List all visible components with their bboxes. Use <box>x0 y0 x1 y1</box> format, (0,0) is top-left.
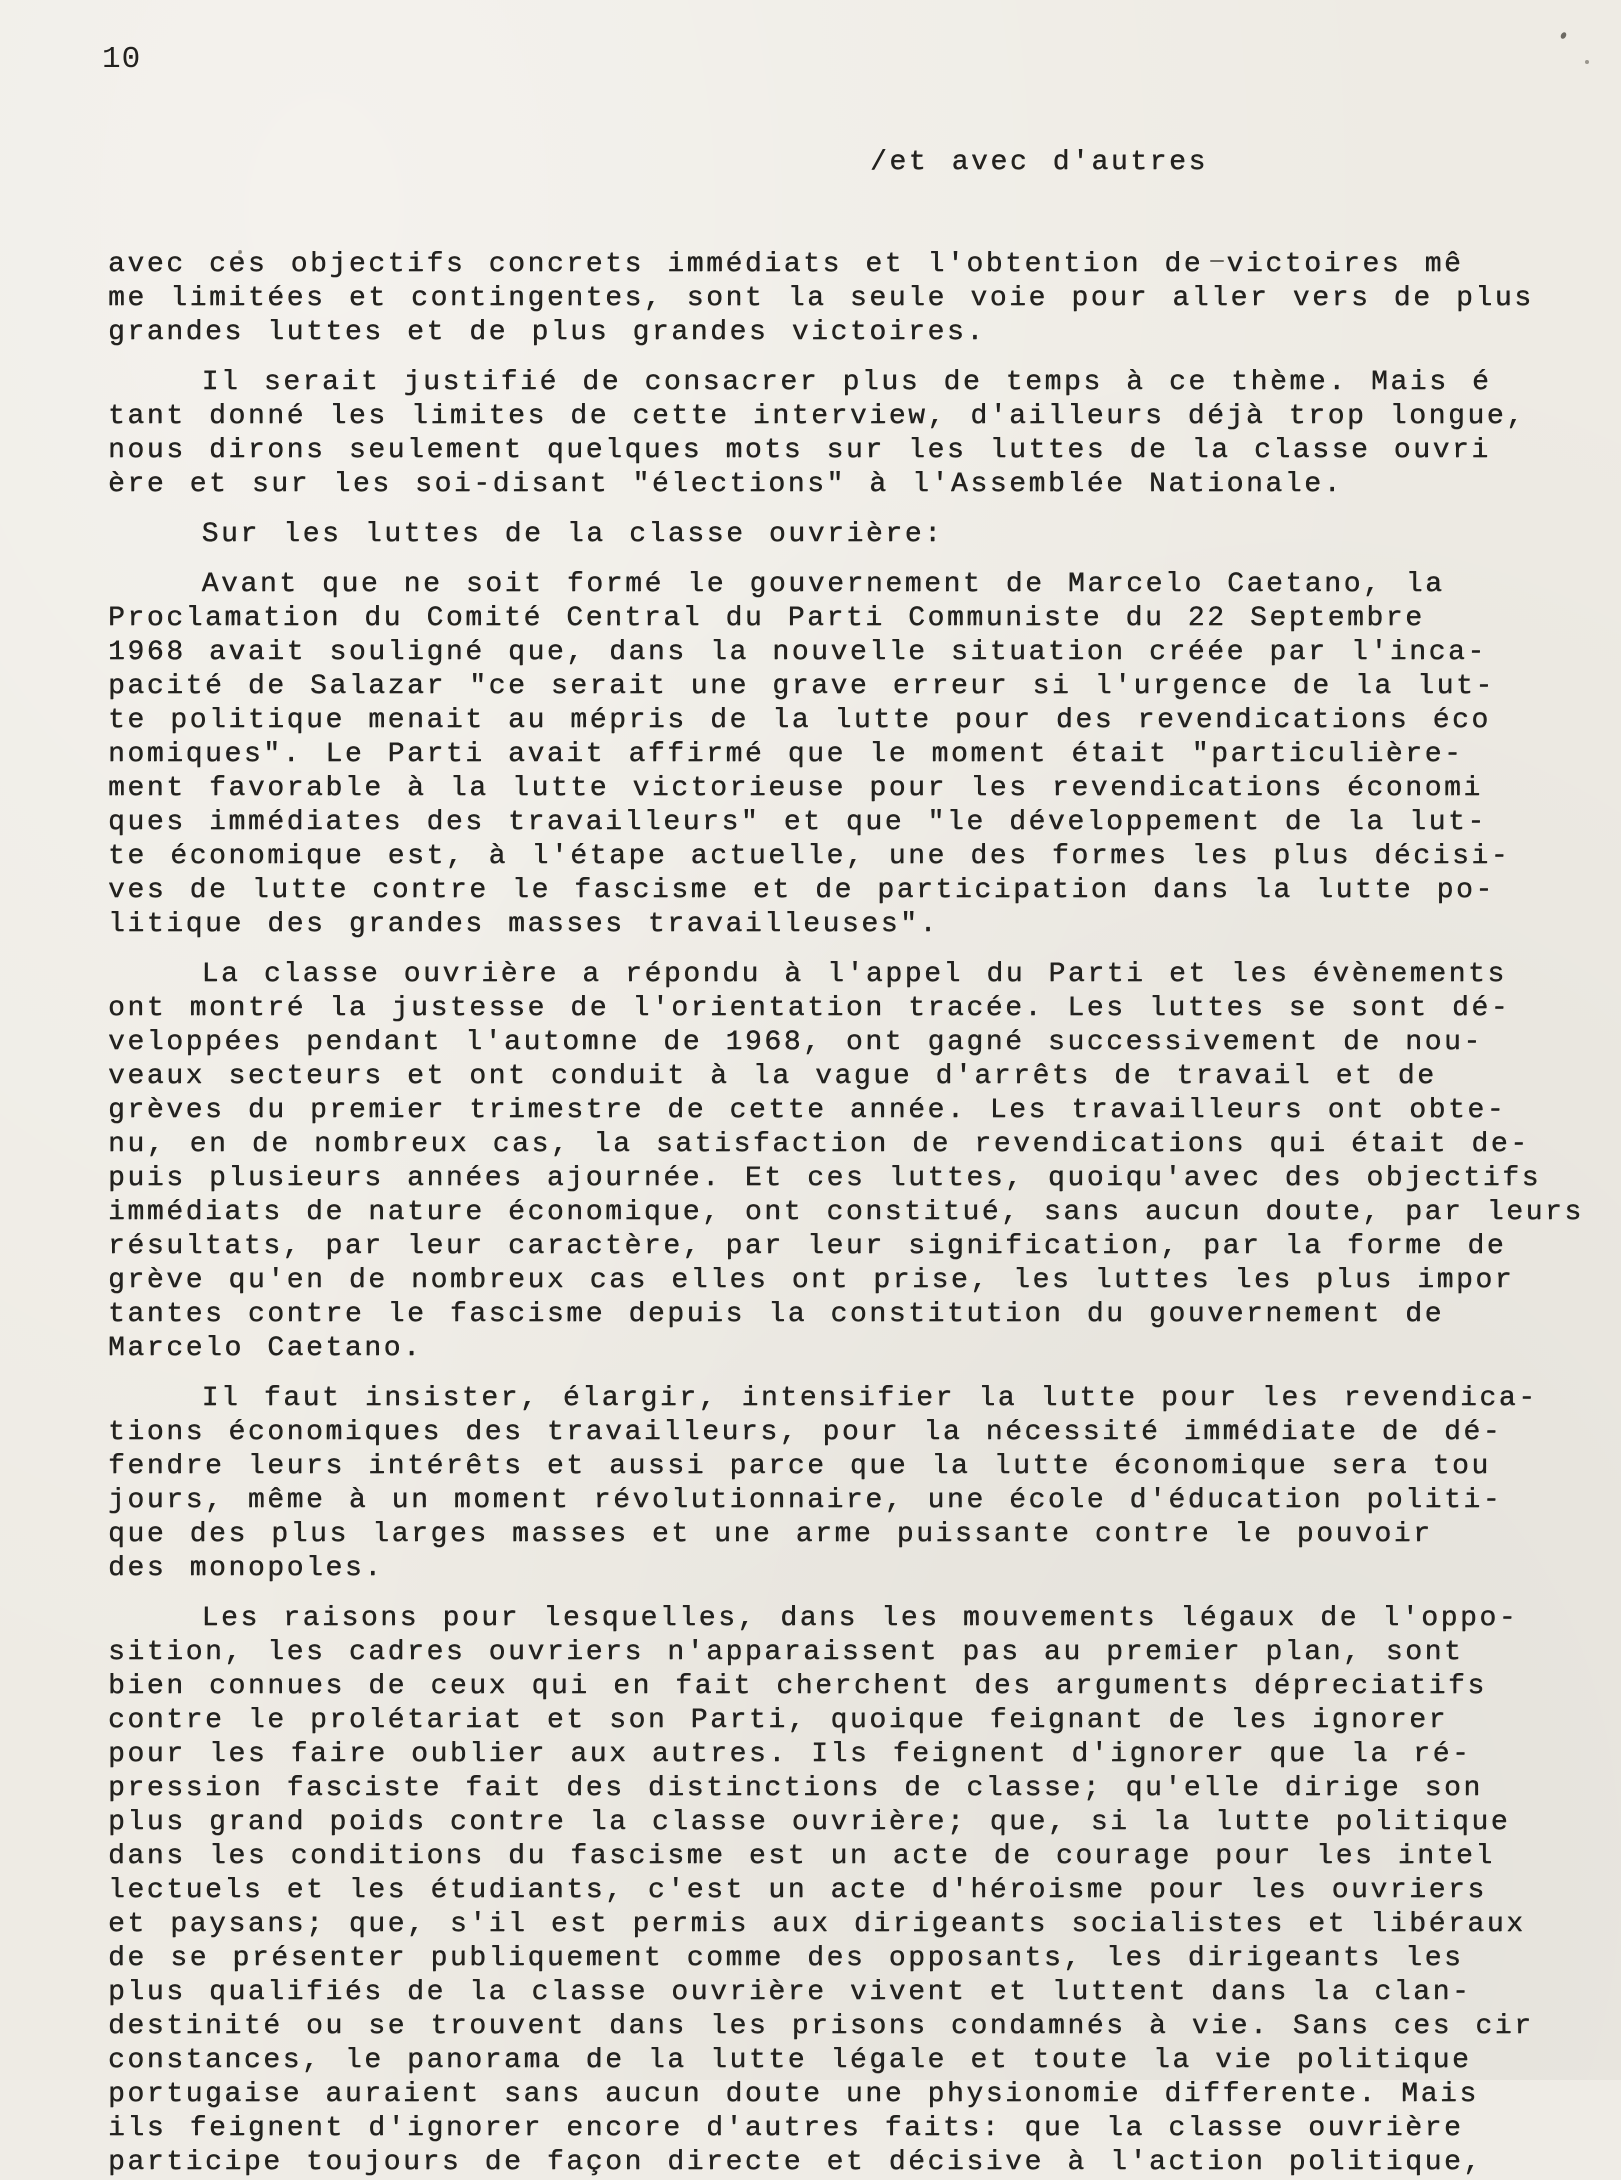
typed-text-body <box>108 78 1584 2180</box>
paragraph-gap <box>108 1366 1548 1382</box>
text-line: avec ces objectifs concrets immédiats et l'obtention de victoires mê <box>108 249 1464 280</box>
text-line: grèves du premier trimestre de cette année. Les travailleurs ont obte- <box>108 1095 1507 1126</box>
text-line: plus grand poids contre la classe ouvrière; que, si la lutte politique <box>108 1807 1511 1838</box>
text-line: et paysans; que, s'il est permis aux dirigeants socialistes et libéraux <box>108 1909 1526 1940</box>
text-line: bien connues de ceux qui en fait cherchent des arguments dépreciatifs <box>108 1671 1487 1702</box>
text-line: nomiques". Le Parti avait affirmé que le moment était "particulière- <box>108 739 1464 770</box>
text-line: ils feignent d'ignorer encore d'autres faits: que la classe ouvrière <box>108 2113 1464 2144</box>
text-line: des monopoles. <box>108 1553 384 1584</box>
text-line: me limitées et contingentes, sont la seule voie pour aller vers de plus <box>108 283 1534 314</box>
text-line: te politique menait au mépris de la lutte pour des revendications éco <box>108 705 1491 736</box>
text-line: fendre leurs intérêts et aussi parce que la lutte économique sera tou <box>108 1451 1491 1482</box>
text-line: nous dirons seulement quelques mots sur les luttes de la classe ouvri <box>108 435 1491 466</box>
text-line: plus qualifiés de la classe ouvrière vivent et luttent dans la clan- <box>108 1977 1472 2008</box>
paragraph-gap <box>108 1586 1548 1602</box>
text-line: résultats, par leur caractère, par leur signification, par la forme de <box>108 1231 1507 1262</box>
text-line: participe toujours de façon directe et décisive à l'action politique, <box>108 2147 1483 2178</box>
text-line: ves de lutte contre le fascisme et de participation dans la lutte po- <box>108 875 1495 906</box>
text-line: Il serait justifié de consacrer plus de temps à ce thème. Mais é <box>108 367 1492 398</box>
text-line: pression fasciste fait des distinctions de classe; qu'elle dirige son <box>108 1773 1483 1804</box>
text-line: ques immédiates des travailleurs" et que "le développement de la lut- <box>108 807 1487 838</box>
text-line: tant donné les limites de cette interview, d'ailleurs déjà trop longue, <box>108 401 1526 432</box>
text-line: Il faut insister, élargir, intensifier la lutte pour les revendica- <box>108 1383 1538 1414</box>
text-line: veloppées pendant l'automne de 1968, ont gagné successivement de nou- <box>108 1027 1483 1058</box>
text-line: litique des grandes masses travailleuses". <box>108 909 939 940</box>
text-line: grandes luttes et de plus grandes victoires. <box>108 317 986 348</box>
paper-speck <box>1560 31 1568 40</box>
paragraph-gap <box>108 502 1548 518</box>
continuation-line: /et avec d'autres <box>870 147 1208 178</box>
text-line: veaux secteurs et ont conduit à la vague d'arrêts de travail et de <box>108 1061 1437 1092</box>
text-line: ère et sur les soi-disant "élections" à l'Assemblée Nationale. <box>108 469 1343 500</box>
text-line: puis plusieurs années ajournée. Et ces luttes, quoiqu'avec des objectifs <box>108 1163 1541 1194</box>
text-line: lectuels et les étudiants, c'est un acte d'héroisme pour les ouvriers <box>108 1875 1487 1906</box>
text-line: Avant que ne soit formé le gouvernement de Marcelo Caetano, la <box>108 569 1445 600</box>
text-line: Les raisons pour lesquelles, dans les mouvements légaux de l'oppo- <box>108 1603 1519 1634</box>
text-line: 1968 avait souligné que, dans la nouvelle situation créée par l'inca- <box>108 637 1487 668</box>
paragraph-gap <box>108 942 1548 958</box>
text-line: de se présenter publiquement comme des opposants, les dirigeants les <box>108 1943 1464 1974</box>
text-line: pour les faire oublier aux autres. Ils feignent d'ignorer que la ré- <box>108 1739 1472 1770</box>
text-line: tantes contre le fascisme depuis la constitution du gouvernement de <box>108 1299 1444 1330</box>
text-line: immédiats de nature économique, ont constitué, sans aucun doute, par leurs <box>108 1197 1584 1228</box>
text-line: portugaise auraient sans aucun doute une physionomie differente. Mais <box>108 2079 1479 2110</box>
text-line: Marcelo Caetano. <box>108 1333 423 1364</box>
text-line: que des plus larges masses et une arme puissante contre le pouvoir <box>108 1519 1433 1550</box>
text-line: tions économiques des travailleurs, pour la nécessité immédiate de dé- <box>108 1417 1503 1448</box>
text-line: ment favorable à la lutte victorieuse pour les revendications économi <box>108 773 1483 804</box>
text-line: nu, en de nombreux cas, la satisfaction de revendications qui était de- <box>108 1129 1530 1160</box>
text-line: Sur les luttes de la classe ouvrière: <box>108 519 944 550</box>
text-line: pacité de Salazar "ce serait une grave erreur si l'urgence de la lut- <box>108 671 1495 702</box>
paragraph-gap <box>108 552 1548 568</box>
page-number: 10 <box>102 42 142 77</box>
text-line: sition, les cadres ouvriers n'apparaissent pas au premier plan, sont <box>108 1637 1464 1668</box>
text-line: destinité ou se trouvent dans les prisons condamnés à vie. Sans ces cir <box>108 2011 1534 2042</box>
text-line: contre le prolétariat et son Parti, quoique feignant de les ignorer <box>108 1705 1448 1736</box>
text-line: Proclamation du Comité Central du Parti Communiste du 22 Septembre <box>108 603 1425 634</box>
text-line: te économique est, à l'étape actuelle, une des formes les plus décisi- <box>108 841 1511 872</box>
text-line: constances, le panorama de la lutte légale et toute la vie politique <box>108 2045 1472 2076</box>
paper-speck <box>1585 60 1589 64</box>
text-line: jours, même à un moment révolutionnaire, une école d'éducation politi- <box>108 1485 1503 1516</box>
text-line: dans les conditions du fascisme est un acte de courage pour les intel <box>108 1841 1495 1872</box>
text-line: La classe ouvrière a répondu à l'appel du Parti et les évènements <box>108 959 1507 990</box>
text-line: ont montré la justesse de l'orientation tracée. Les luttes se sont dé- <box>108 993 1511 1024</box>
text-line: grève qu'en de nombreux cas elles ont prise, les luttes les plus impor <box>108 1265 1515 1296</box>
paragraph-gap <box>108 350 1548 366</box>
